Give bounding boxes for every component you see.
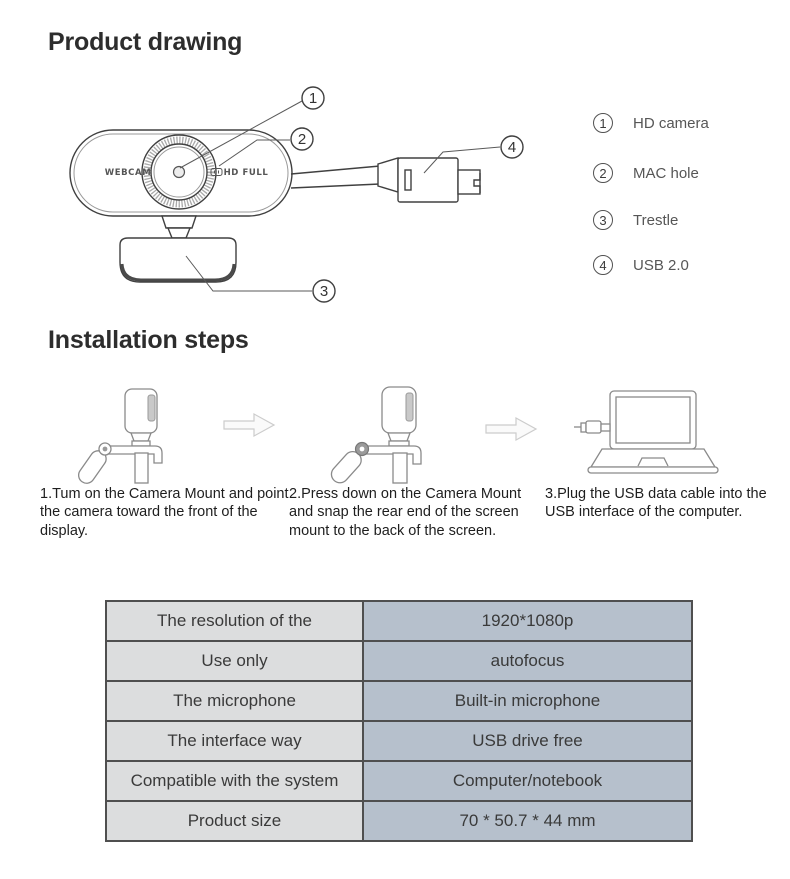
legend-label: MAC hole (633, 164, 699, 182)
spec-value: Computer/notebook (363, 761, 692, 801)
step3-instruction: 3.Plug the USB data cable into the USB interface of the computer. (545, 486, 767, 521)
webcam-product-diagram (30, 82, 590, 320)
product-drawing-title: Product drawing (48, 28, 243, 56)
table-row (106, 641, 692, 681)
arrow-right-icon (486, 416, 538, 442)
spec-value: 70 * 50.7 * 44 mm (363, 801, 692, 841)
installation-steps-title: Installation steps (48, 326, 249, 354)
table-row (106, 721, 692, 761)
camera-lens-side (148, 395, 155, 421)
usb-cable (291, 166, 380, 188)
lens-aperture (174, 167, 185, 178)
arrow-right-icon (224, 412, 276, 438)
step2-instruction: 2.Press down on the Camera Mount and snap the rear end of the screen mount to the back of the screen. (289, 486, 522, 539)
legend-number-1: 1 (593, 113, 613, 133)
spec-value: autofocus (363, 641, 692, 681)
camera-lens-side (406, 393, 413, 421)
table-row (106, 601, 692, 641)
table-row (106, 681, 692, 721)
spec-label: The microphone (106, 681, 363, 721)
spec-label: Product size (106, 801, 363, 841)
spec-label: Compatible with the system (106, 761, 363, 801)
step1-instruction: 1.Tum on the Camera Mount and point the camera toward the front of the display. (40, 486, 289, 539)
legend-label: USB 2.0 (633, 256, 689, 274)
table-row (106, 761, 692, 801)
laptop-screen (616, 397, 690, 443)
step1-mount-illustration (85, 383, 200, 483)
usb-connector (378, 158, 480, 202)
webcam-badge-text: HD FULL (223, 168, 269, 178)
usb-plug-icon (574, 421, 610, 433)
callout-legend (593, 113, 773, 288)
legend-label: HD camera (633, 114, 709, 132)
spec-label: The resolution of the (106, 601, 363, 641)
svg-text:3: 3 (319, 283, 329, 300)
legend-item-hd-camera (593, 113, 709, 133)
spec-label: The interface way (106, 721, 363, 761)
spec-value: Built-in microphone (363, 681, 692, 721)
spec-value: 1920*1080p (363, 601, 692, 641)
spec-table (105, 600, 693, 842)
legend-number-3: 3 (593, 210, 613, 230)
step2-mount-illustration (340, 383, 455, 483)
legend-number-2: 2 (593, 163, 613, 183)
webcam-lens (142, 135, 216, 209)
legend-label: Trestle (633, 211, 679, 229)
legend-item-trestle (593, 210, 678, 230)
webcam-trestle (120, 238, 236, 282)
legend-item-usb (593, 255, 689, 275)
mount-post (135, 453, 148, 483)
usb-metal-tip (458, 170, 480, 194)
spec-label: Use only (106, 641, 363, 681)
table-row (106, 801, 692, 841)
step3-laptop-illustration (572, 387, 717, 482)
mount-post (393, 453, 407, 483)
svg-text:1: 1 (308, 90, 318, 107)
webcam-brand-text: WEBCAM (104, 168, 152, 178)
svg-text:4: 4 (507, 139, 517, 156)
legend-item-mac-hole (593, 163, 699, 183)
spec-value: USB drive free (363, 721, 692, 761)
svg-text:2: 2 (297, 131, 307, 148)
webcam-neck (162, 216, 196, 238)
legend-number-4: 4 (593, 255, 613, 275)
